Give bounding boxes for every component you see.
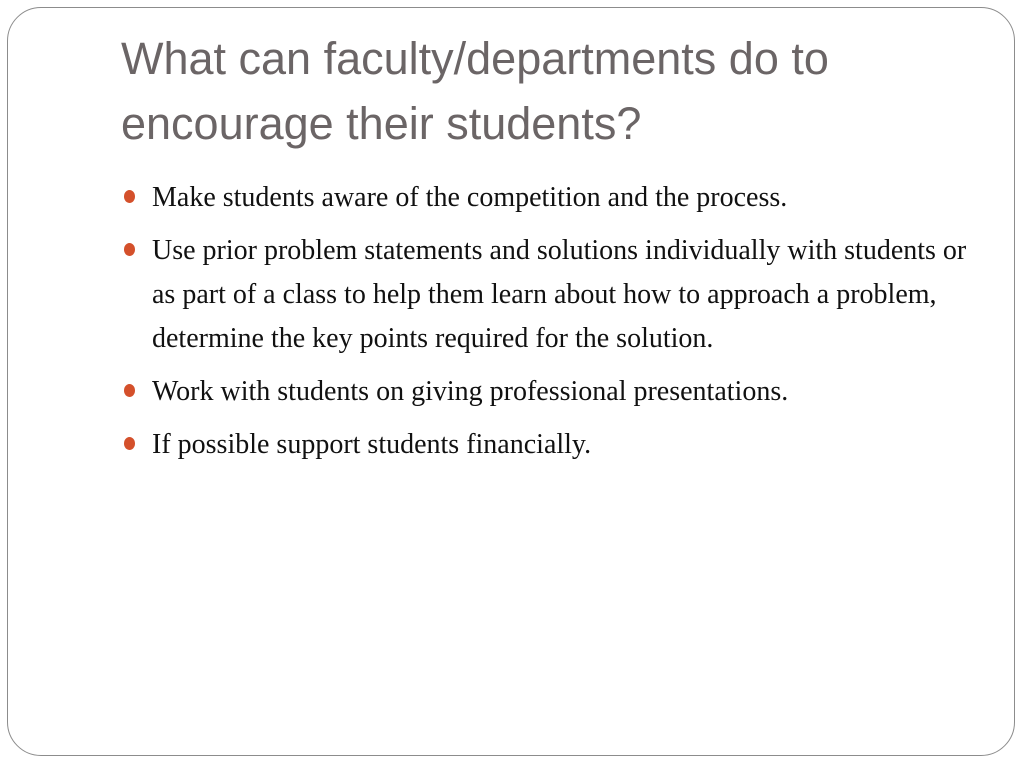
bullet-list xyxy=(121,176,991,476)
bullet-text: Work with students on giving professional presentations. xyxy=(152,376,789,407)
slide-title: What can faculty/departments do to encourage their students? xyxy=(121,33,829,149)
bullet-text: Make students aware of the competition and the process. xyxy=(152,182,788,213)
bullet-dot-icon xyxy=(124,190,135,203)
bullet-item xyxy=(121,423,991,467)
slide-frame xyxy=(7,7,1015,756)
bullet-item xyxy=(121,370,991,414)
bullet-dot-icon xyxy=(124,243,135,256)
bullet-item xyxy=(121,176,991,220)
bullet-dot-icon xyxy=(124,437,135,450)
bullet-item xyxy=(121,229,991,361)
bullet-dot-icon xyxy=(124,384,135,397)
bullet-text: If possible support students financially. xyxy=(152,429,592,460)
bullet-text: Use prior problem statements and solutions individually with students or as part of a class to help them learn about how to approach a problem, determine the key points required for the solution. xyxy=(152,235,967,354)
